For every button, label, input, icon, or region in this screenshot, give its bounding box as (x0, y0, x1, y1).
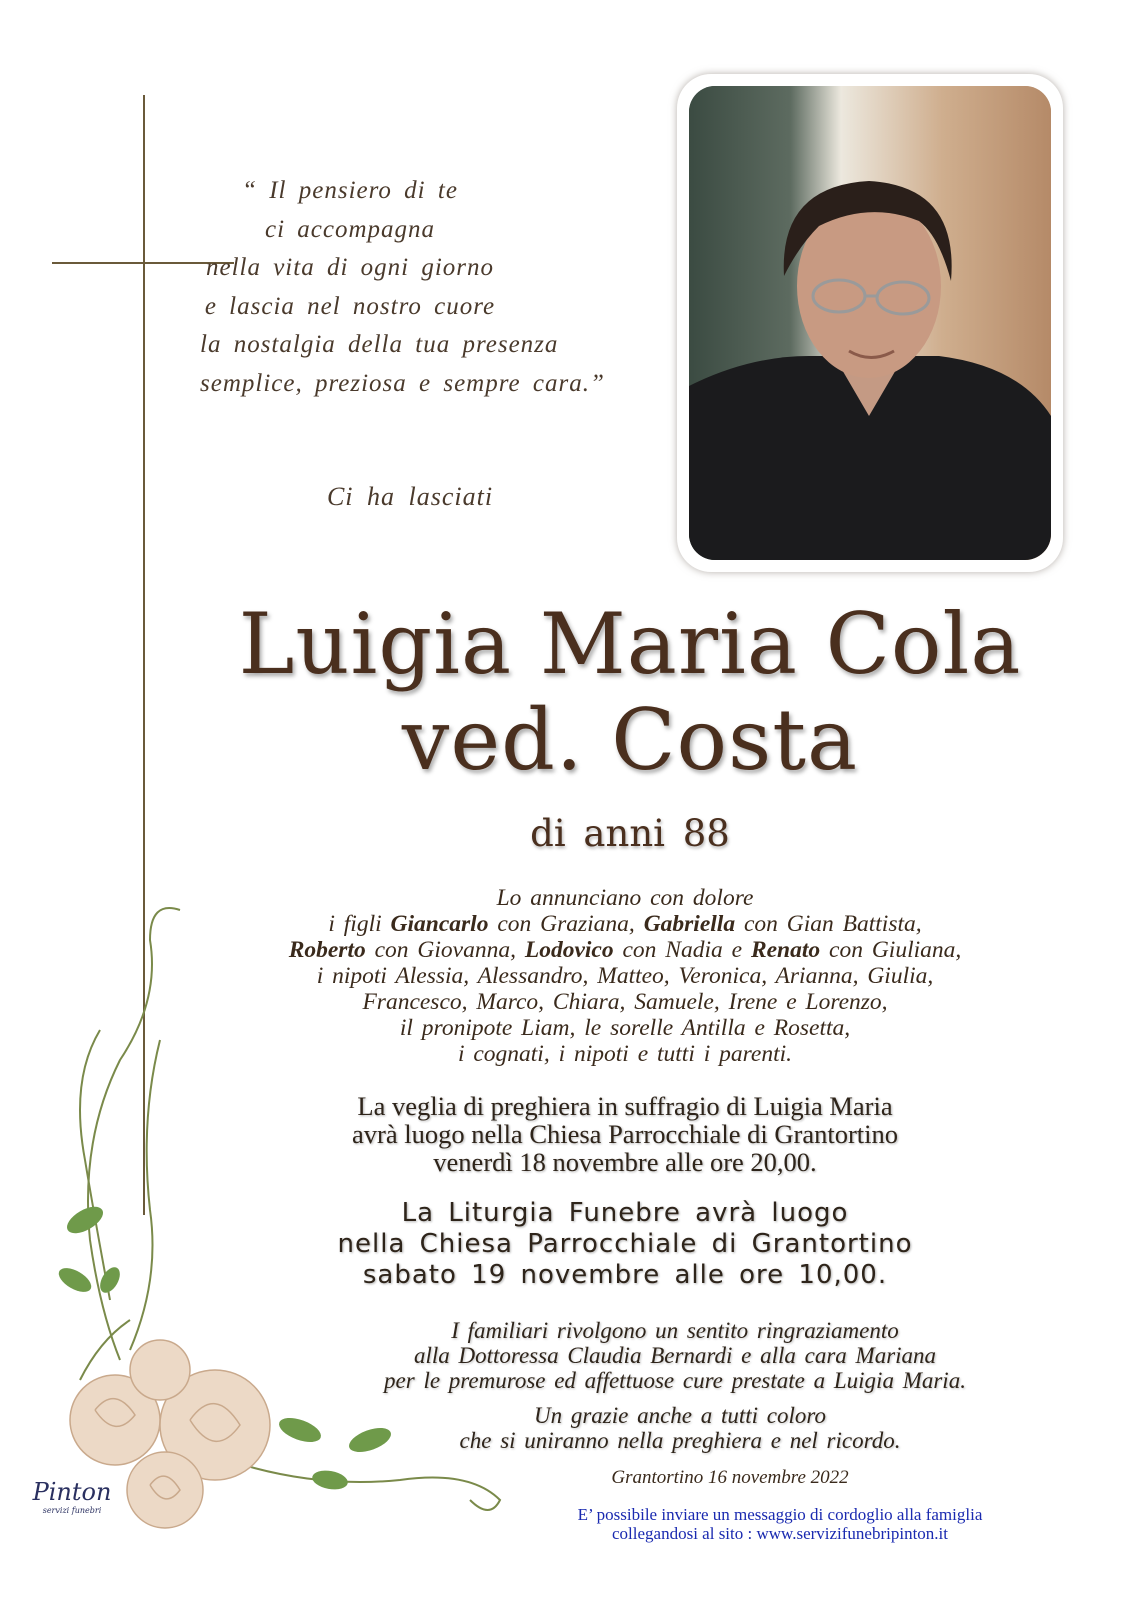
thanks-line: per le premurose ed affettuose cure prestate a Luigia Maria. (384, 1368, 966, 1393)
quote-line: la nostalgia della tua presenza (200, 331, 559, 358)
name-line: Luigia Maria Cola (238, 595, 1022, 693)
funeral-line: nella Chiesa Parrocchiale di Grantortino (337, 1229, 913, 1259)
memorial-quote (200, 172, 605, 403)
quote-line: semplice, preziosa e sempre cara.” (200, 369, 605, 397)
child-name: Lodovico (524, 937, 614, 963)
quote-line: ci accompagna (264, 215, 436, 243)
deceased-age: di anni 88 (530, 812, 730, 855)
announce-line (180, 937, 1070, 963)
announce-text: i figli (328, 911, 391, 937)
quote-line: e lascia nel nostro cuore (204, 292, 496, 320)
vigil-line: venerdì 18 novembre alle ore 20,00. (433, 1147, 817, 1177)
announce-text: con Graziana, (488, 911, 644, 937)
announce-line: Francesco, Marco, Chiara, Samuele, Irene e Lorenzo, (362, 989, 888, 1015)
message-line: E’ possibile inviare un messaggio di cordoglio alla famiglia (577, 1505, 983, 1524)
vigil-line: La veglia di preghiera in suffragio di Luigia Maria (357, 1091, 893, 1121)
portrait-frame (677, 74, 1063, 572)
portrait-photo (689, 86, 1051, 560)
announce-text: con Giuliana, (820, 937, 962, 963)
thanks-line: Un grazie anche a tutti coloro (533, 1403, 827, 1428)
announce-line: i nipoti Alessia, Alessandro, Matteo, Veronica, Arianna, Giulia, (316, 963, 934, 989)
condolence-message (470, 1505, 1090, 1543)
funeral-line: La Liturgia Funebre avrà luogo (401, 1198, 849, 1228)
announce-line: i cognati, i nipoti e tutti i parenti. (457, 1041, 793, 1067)
pinton-logo (22, 1478, 122, 1538)
announcement-block (180, 885, 1070, 1067)
child-name: Gabriella (643, 911, 736, 937)
thanks-line: I familiari rivolgono un sentito ringraziamento (451, 1318, 899, 1343)
thanks-extra-block (340, 1403, 1020, 1453)
thanks-line: alla Dottoressa Claudia Bernardi e alla cara Mariana (413, 1343, 937, 1368)
funeral-block (190, 1198, 1060, 1291)
vigil-line: avrà luogo nella Chiesa Parrocchiale di Grantortino (351, 1119, 898, 1149)
thanks-block (270, 1318, 1080, 1393)
intro-text: Ci ha lasciati (326, 482, 494, 511)
place-date: Grantortino 16 novembre 2022 (611, 1467, 849, 1488)
quote-line: “ Il pensiero di te (242, 177, 458, 204)
announce-text: con Giovanna, (365, 937, 525, 963)
announce-line (180, 911, 1070, 937)
announce-text: con Nadia e (613, 937, 751, 963)
logo-subtitle: servizi funebri (42, 1506, 102, 1515)
vigil-block (190, 1092, 1060, 1176)
funeral-line: sabato 19 novembre alle ore 10,00. (362, 1260, 888, 1290)
thanks-line: che si uniranno nella preghiera e nel ricordo. (459, 1428, 901, 1453)
child-name: Giancarlo (390, 911, 489, 937)
announce-line: il pronipote Liam, le sorelle Antilla e Rosetta, (399, 1015, 851, 1041)
quote-line: nella vita di ogni giorno (205, 254, 495, 281)
portrait-image (689, 86, 1051, 560)
announce-text: con Gian Battista, (735, 911, 922, 937)
child-name: Renato (750, 937, 821, 963)
name-line: ved. Costa (401, 691, 859, 789)
logo-brand: Pinton (32, 1478, 112, 1506)
child-name: Roberto (288, 937, 366, 963)
announce-line: Lo annunciano con dolore (496, 885, 754, 911)
message-link-line[interactable]: collegandosi al sito : www.servizifunebripinton.it (612, 1524, 948, 1543)
deceased-name (190, 596, 1070, 788)
